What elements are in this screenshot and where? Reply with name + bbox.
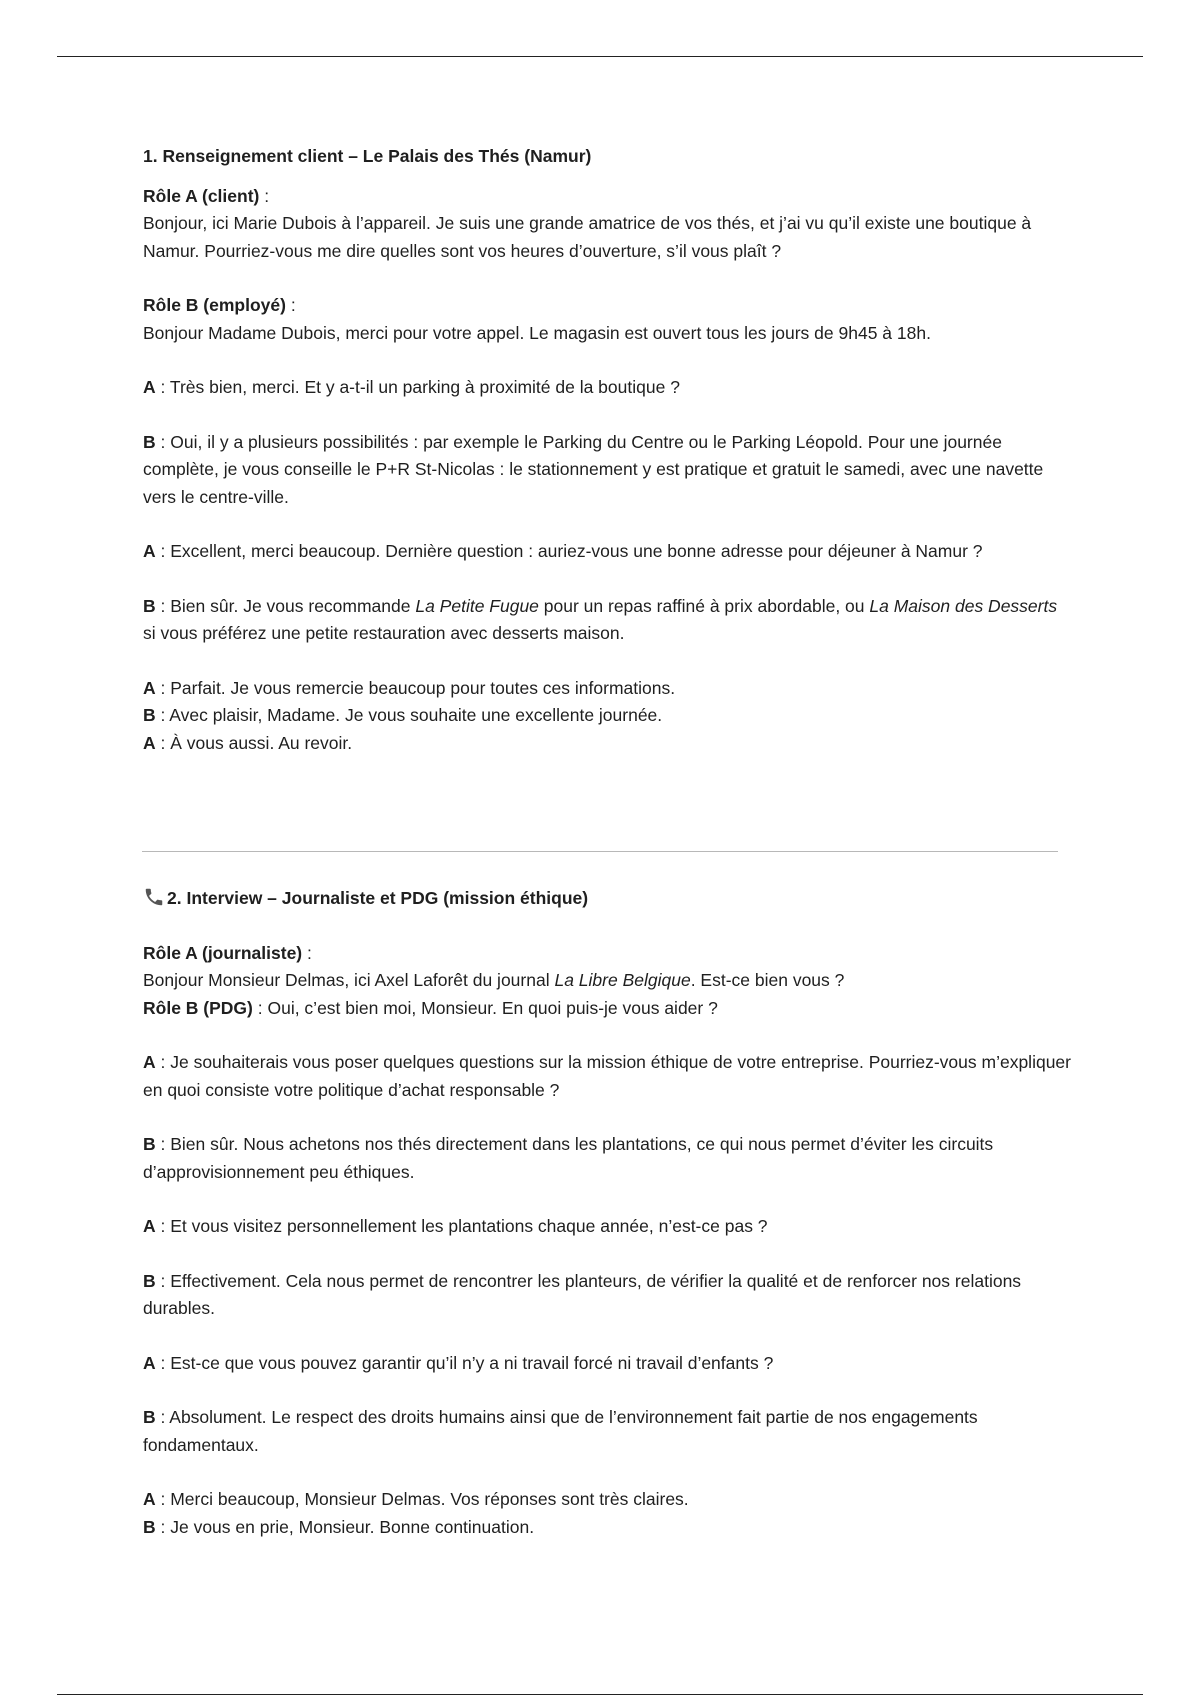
speaker-a: A	[143, 541, 156, 561]
role-b-label-line: Rôle B (employé) :	[143, 295, 296, 315]
dialogue-line: A : Très bien, merci. Et y a-t-il un parking à proximité de la boutique ?	[143, 377, 680, 397]
role-b-line: Rôle B (PDG) : Oui, c’est bien moi, Monsieur. En quoi puis-je vous aider ?	[143, 997, 718, 1018]
dialogue-line: A : Je souhaiterais vous poser quelques questions sur la mission éthique de votre entreprise. Pourriez-vous m’expliquer en quoi consiste votre politique d’achat responsable ?	[143, 1052, 1071, 1100]
speaker-b: B	[143, 431, 156, 452]
section-divider	[142, 851, 1058, 852]
dialogue-line: A : Parfait. Je vous remercie beaucoup pour toutes ces informations.	[143, 677, 676, 698]
dialogue-line: A : Merci beaucoup, Monsieur Delmas. Vos réponses sont très claires.	[143, 1489, 689, 1509]
role-a-colon: :	[259, 185, 270, 206]
phone-icon	[143, 886, 165, 908]
section-1-title: 1. Renseignement client – Le Palais des Thés (Namur)	[143, 146, 592, 166]
role-b-text: Bonjour Madame Dubois, merci pour votre appel. Le magasin est ouvert tous les jours de 9h45 à 18h.	[143, 322, 931, 343]
dialogue-line: B : Bien sûr. Nous achetons nos thés directement dans les plantations, ce qui nous permet d’éviter les circuits d’approvisionnement peu éthiques.	[143, 1134, 994, 1182]
speaker-b: B	[143, 1134, 156, 1154]
speaker-a: A	[143, 1052, 156, 1072]
journal-name: La Libre Belgique	[554, 970, 691, 990]
dialogue-line: B : Bien sûr. Je vous recommande La Petite Fugue pour un repas raffiné à prix abordable, ou La Maison des Desserts si vous préférez une petite restauration avec desserts maison.	[143, 595, 1058, 643]
dialogue-line: B : Absolument. Le respect des droits humains ainsi que de l’environnement fait partie de nos engagements fondamentaux.	[143, 1407, 978, 1455]
role-b-label: Rôle B (PDG)	[143, 997, 253, 1018]
speaker-a: A	[143, 677, 156, 698]
dialogue-line: A : Est-ce que vous pouvez garantir qu’il n’y a ni travail forcé ni travail d’enfants ?	[143, 1352, 774, 1373]
section-2-title-line	[143, 885, 1073, 913]
top-rule	[57, 56, 1143, 57]
dialogue-line: B : Avec plaisir, Madame. Je vous souhaite une excellente journée.	[143, 705, 663, 725]
dialogue-line: B : Oui, il y a plusieurs possibilités : par exemple le Parking du Centre ou le Parking Léopold. Pour une journée complète, je vous conseille le P+R St-Nicolas : le stationnement y est pratique et gratuit le samedi, avec une navette vers le centre-ville.	[143, 431, 1044, 507]
speaker-b: B	[143, 595, 156, 616]
speaker-a: A	[143, 732, 156, 753]
role-a-text: Bonjour Monsieur Delmas, ici Axel Laforêt du journal La Libre Belgique. Est-ce bien vous ?	[143, 970, 845, 990]
speaker-b: B	[143, 705, 156, 725]
role-a-label: Rôle A (journaliste)	[143, 942, 303, 963]
role-b-label: Rôle B (employé)	[143, 295, 286, 315]
speaker-b: B	[143, 1270, 156, 1291]
role-a-label-line	[143, 183, 1073, 211]
section-2-title: 2. Interview – Journaliste et PDG (mission éthique)	[167, 888, 589, 908]
speaker-a: A	[143, 1489, 156, 1509]
role-a-label: Rôle A (client)	[143, 185, 260, 206]
speaker-a: A	[143, 377, 156, 397]
section-2	[143, 885, 1073, 1541]
dialogue-line: B : Effectivement. Cela nous permet de rencontrer les planteurs, de vérifier la qualité et de renforcer nos relations durables.	[143, 1270, 1022, 1318]
dialogue-line: A : À vous aussi. Au revoir.	[143, 732, 353, 753]
role-a-text: Bonjour, ici Marie Dubois à l’appareil. Je suis une grande amatrice de vos thés, et j’ai vu qu’il existe une boutique à Namur. Pourriez-vous me dire quelles sont vos heures d’ouverture, s’il vous plaît ?	[143, 213, 1032, 261]
speaker-a: A	[143, 1216, 156, 1236]
speaker-b: B	[143, 1407, 156, 1427]
restaurant-name: La Petite Fugue	[415, 595, 539, 616]
role-a-label-line: Rôle A (journaliste) :	[143, 942, 312, 963]
dialogue-line: B : Je vous en prie, Monsieur. Bonne continuation.	[143, 1516, 535, 1537]
speaker-a: A	[143, 1352, 156, 1373]
bottom-rule	[57, 1694, 1143, 1695]
restaurant-name: La Maison des Desserts	[869, 595, 1058, 616]
dialogue-line: A : Et vous visitez personnellement les plantations chaque année, n’est-ce pas ?	[143, 1216, 768, 1236]
section-1	[143, 143, 1073, 757]
speaker-b: B	[143, 1516, 156, 1537]
dialogue-line: A : Excellent, merci beaucoup. Dernière question : auriez-vous une bonne adresse pour déjeuner à Namur ?	[143, 541, 983, 561]
